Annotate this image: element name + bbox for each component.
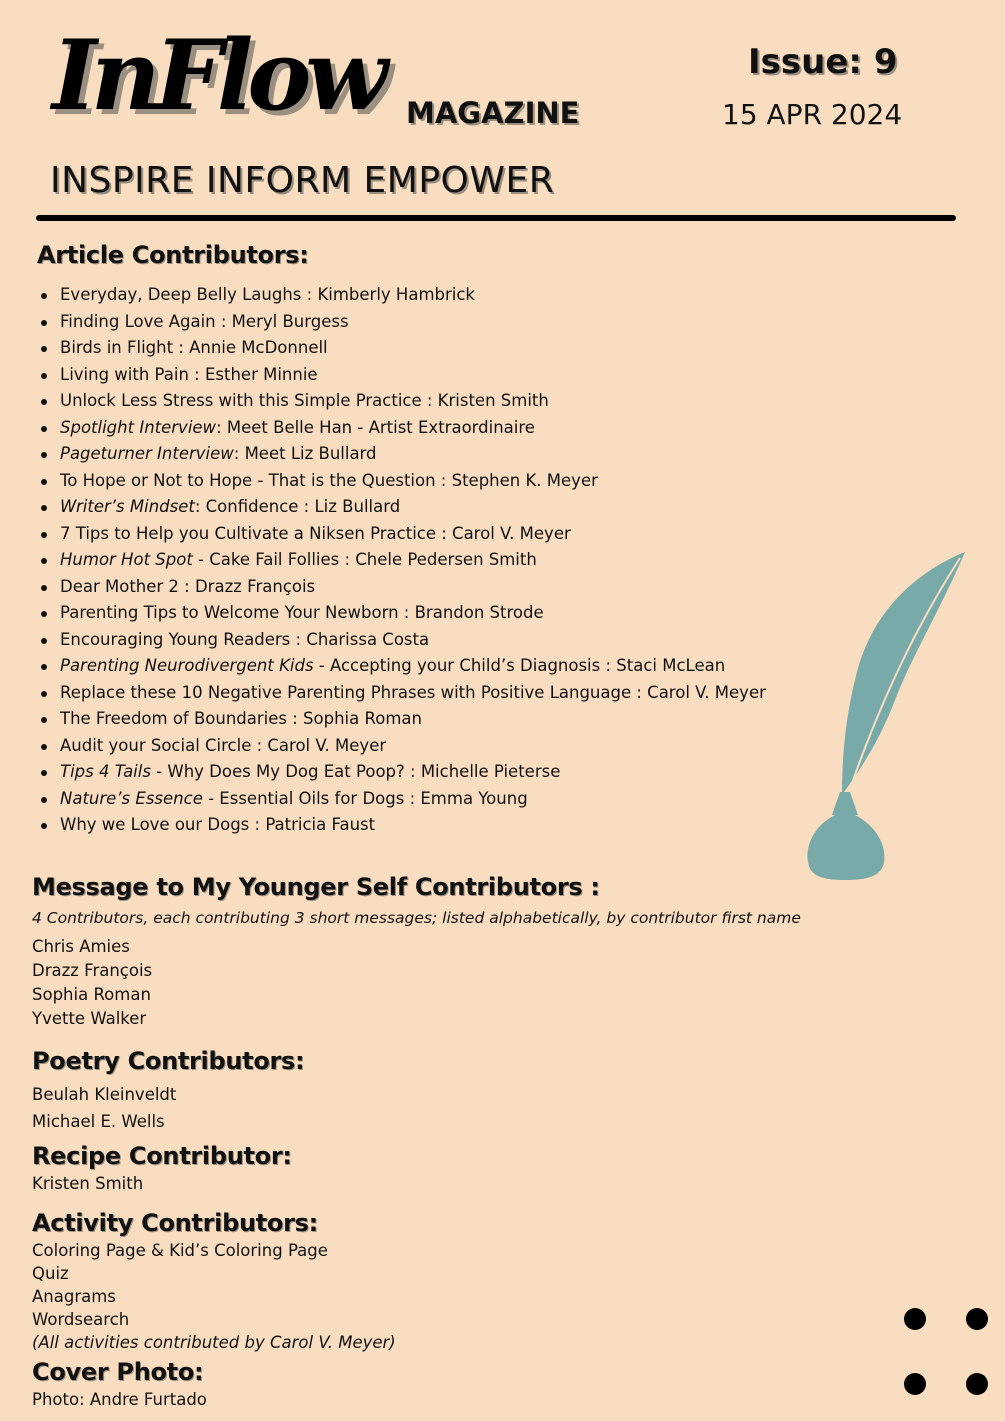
- article-item: [38, 335, 766, 362]
- article-title: - Cake Fail Follies : Chele Pedersen Smith: [192, 550, 537, 569]
- activity-item: Wordsearch: [32, 1310, 130, 1329]
- article-title: Birds in Flight : Annie McDonnell: [60, 338, 328, 357]
- article-column-name: Writer’s Mindset: [60, 497, 195, 516]
- article-title: Finding Love Again : Meryl Burgess: [60, 311, 349, 331]
- article-title: Encouraging Young Readers : Charissa Costa: [60, 629, 430, 649]
- activity-item: Anagrams: [32, 1287, 116, 1306]
- decorative-dot: [904, 1308, 926, 1330]
- article-title: Unlock Less Stress with this Simple Practice : Kristen Smith: [60, 391, 549, 410]
- article-item: [38, 733, 766, 760]
- article-item: [38, 441, 766, 468]
- activity-item: Coloring Page & Kid’s Coloring Page: [32, 1241, 328, 1260]
- decorative-dot: [966, 1308, 988, 1330]
- message-heading: Message to My Younger Self Contributors :: [32, 873, 600, 901]
- article-title: : Meet Liz Bullard: [233, 444, 377, 463]
- article-column-name: Pageturner Interview: [60, 444, 234, 463]
- article-item: [38, 521, 766, 548]
- article-title: Why we Love our Dogs : Patricia Faust: [60, 815, 376, 834]
- article-title: : Meet Belle Han - Artist Extraordinaire: [216, 417, 535, 437]
- article-item: [38, 786, 766, 813]
- contributor-name: Sophia Roman: [32, 985, 151, 1004]
- article-item: [38, 282, 766, 309]
- poetry-heading: Poetry Contributors:: [32, 1047, 305, 1075]
- activity-heading: Activity Contributors:: [32, 1209, 318, 1237]
- article-item: [38, 706, 766, 733]
- article-item: [38, 812, 766, 839]
- article-title: Everyday, Deep Belly Laughs : Kimberly Hambrick: [60, 285, 475, 304]
- contributor-name: Drazz François: [32, 961, 153, 980]
- issue-date: 15 APR 2024: [722, 98, 903, 131]
- recipe-heading: Recipe Contributor:: [32, 1142, 292, 1170]
- article-column-name: Spotlight Interview: [60, 417, 217, 437]
- article-title: 7 Tips to Help you Cultivate a Niksen Practice : Carol V. Meyer: [60, 523, 571, 543]
- activity-item: Quiz: [32, 1264, 69, 1283]
- article-item: [38, 494, 766, 521]
- article-item: [38, 680, 766, 707]
- article-item: [38, 362, 766, 389]
- article-title: Dear Mother 2 : Drazz François: [60, 576, 316, 596]
- poetry-names: [32, 1081, 176, 1135]
- article-title: - Why Does My Dog Eat Poop? : Michelle Pieterse: [150, 762, 561, 781]
- cover-heading: Cover Photo:: [32, 1358, 204, 1386]
- article-list: [38, 282, 766, 839]
- quill-inkpot-icon: [800, 550, 970, 885]
- article-column-name: Nature’s Essence: [60, 788, 203, 808]
- decorative-dot: [904, 1373, 926, 1395]
- article-item: [38, 309, 766, 336]
- article-item: [38, 468, 766, 495]
- article-item: [38, 759, 766, 786]
- contributor-name: Chris Amies: [32, 937, 130, 956]
- article-column-name: Tips 4 Tails: [60, 762, 151, 781]
- article-title: - Accepting your Child’s Diagnosis : Staci McLean: [313, 656, 726, 675]
- article-title: : Confidence : Liz Bullard: [194, 497, 401, 516]
- article-title: Audit your Social Circle : Carol V. Meyer: [60, 735, 387, 755]
- activity-list: [32, 1239, 396, 1354]
- contributor-name: Kristen Smith: [32, 1174, 144, 1193]
- cover-credit: Photo: Andre Furtado: [32, 1390, 207, 1409]
- article-column-name: Humor Hot Spot: [60, 550, 193, 569]
- article-item: [38, 388, 766, 415]
- decorative-dot: [966, 1373, 988, 1395]
- article-item: [38, 653, 766, 680]
- contributor-name: Yvette Walker: [32, 1009, 147, 1028]
- tagline: INSPIRE INFORM EMPOWER: [50, 160, 555, 201]
- message-names: [32, 935, 152, 1031]
- article-title: The Freedom of Boundaries : Sophia Roman: [60, 709, 422, 728]
- article-title: Parenting Tips to Welcome Your Newborn : Brandon Strode: [60, 603, 544, 622]
- issue-number: Issue: 9: [748, 42, 898, 82]
- article-item: [38, 415, 766, 442]
- article-item: [38, 547, 766, 574]
- article-item: [38, 574, 766, 601]
- logo: InFlow: [52, 19, 382, 132]
- article-column-name: Parenting Neurodivergent Kids: [60, 656, 314, 675]
- contributor-name: Michael E. Wells: [32, 1112, 165, 1131]
- article-item: [38, 627, 766, 654]
- article-title: To Hope or Not to Hope - That is the Question : Stephen K. Meyer: [60, 470, 598, 490]
- magazine-label: MAGAZINE: [406, 96, 580, 130]
- article-title: Replace these 10 Negative Parenting Phrases with Positive Language : Carol V. Meyer: [60, 682, 766, 702]
- article-title: - Essential Oils for Dogs : Emma Young: [202, 788, 528, 808]
- article-contributors-heading: Article Contributors:: [37, 241, 309, 269]
- message-note: 4 Contributors, each contributing 3 short messages; listed alphabetically, by contributor first name: [32, 909, 801, 927]
- article-item: [38, 600, 766, 627]
- divider: [36, 215, 956, 221]
- article-title: Living with Pain : Esther Minnie: [60, 364, 318, 384]
- activity-note: (All activities contributed by Carol V. Meyer): [32, 1333, 396, 1352]
- contributor-name: Beulah Kleinveldt: [32, 1085, 177, 1104]
